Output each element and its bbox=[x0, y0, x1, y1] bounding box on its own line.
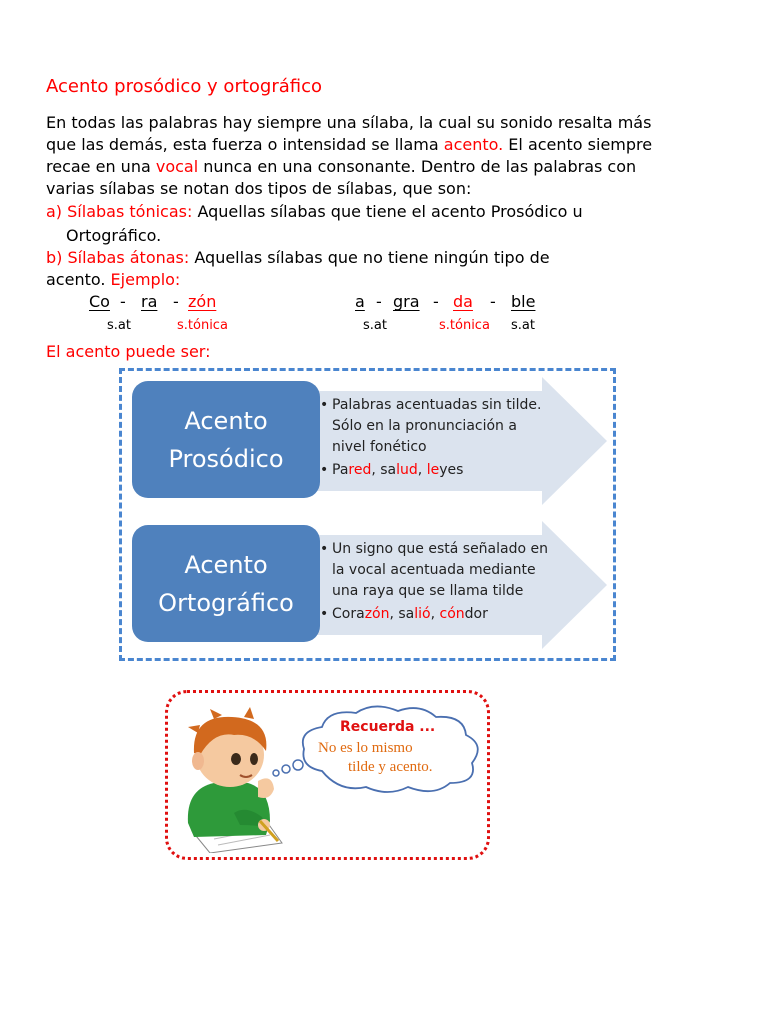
box-title-line: Acento bbox=[184, 406, 268, 435]
syllable: a bbox=[355, 292, 365, 311]
syllable-label: s.at bbox=[511, 318, 535, 333]
intro-line: que las demás, esta fuerza o intensidad se llama acento. El acento siempre bbox=[46, 135, 653, 154]
atonas-definition: b) Sílabas átonas: Aquellas sílabas que no tiene ningún tipo de bbox=[46, 248, 550, 267]
section-heading: El acento puede ser: bbox=[46, 342, 211, 361]
ortografico-bullets bbox=[320, 539, 550, 625]
intro-line: varias sílabas se notan dos tipos de sílabas, que son: bbox=[46, 179, 472, 198]
intro-line: En todas las palabras hay siempre una sílaba, la cual su sonido resalta más bbox=[46, 113, 652, 132]
recuerda-label: Recuerda ... bbox=[340, 719, 436, 735]
note-line: tilde y acento. bbox=[348, 759, 433, 775]
syllable-separator: - bbox=[120, 292, 126, 311]
page-title: Acento prosódico y ortográfico bbox=[46, 76, 323, 97]
prosodico-box bbox=[132, 381, 320, 498]
syllable-separator: - bbox=[490, 292, 496, 311]
atonas-continuation: acento. Ejemplo: bbox=[46, 270, 181, 289]
syllable: Co bbox=[89, 292, 110, 311]
syllable: gra bbox=[393, 292, 420, 311]
syllable-tonic: zón bbox=[188, 292, 217, 311]
boy-writing-illustration bbox=[174, 703, 304, 853]
syllable: ra bbox=[141, 292, 158, 311]
syllable-label: s.tónica bbox=[439, 318, 490, 333]
bullet-item: • Palabras acentuadas sin tilde. Sólo en la pronunciación a nivel fonético bbox=[320, 395, 550, 458]
syllable-label: s.tónica bbox=[177, 318, 228, 333]
tonicas-definition: a) Sílabas tónicas: Aquellas sílabas que tiene el acento Prosódico u bbox=[46, 202, 583, 221]
tonicas-continuation: Ortográfico. bbox=[66, 226, 162, 245]
syllable-separator: - bbox=[173, 292, 179, 311]
list-marker: b) bbox=[46, 248, 63, 267]
box-title-line: Prosódico bbox=[168, 444, 284, 473]
bullet-item: • Corazón, salió, cóndor bbox=[320, 604, 550, 625]
syllable-separator: - bbox=[376, 292, 382, 311]
accent-types-diagram bbox=[119, 368, 616, 661]
note-line: No es lo mismo bbox=[318, 740, 413, 756]
ejemplo-label: Ejemplo: bbox=[110, 270, 181, 289]
intro-line: recae en una vocal nunca en una consonante. Dentro de las palabras con bbox=[46, 157, 637, 176]
box-title-line: Acento bbox=[184, 550, 268, 579]
term-label: Sílabas tónicas: bbox=[67, 202, 193, 221]
box-title-line: Ortográfico bbox=[158, 588, 294, 617]
syllable-tonic: da bbox=[453, 292, 473, 311]
syllable-separator: - bbox=[433, 292, 439, 311]
highlight-acento: acento. bbox=[443, 135, 504, 154]
syllable-label: s.at bbox=[107, 318, 131, 333]
bullet-item: • Pared, salud, leyes bbox=[320, 460, 550, 481]
reminder-box bbox=[165, 690, 490, 860]
highlight-vocal: vocal bbox=[155, 157, 199, 176]
intro-paragraph bbox=[46, 112, 736, 200]
prosodico-bullets bbox=[320, 395, 550, 481]
syllable-label: s.at bbox=[363, 318, 387, 333]
bullet-item: • Un signo que está señalado en la vocal acentuada mediante una raya que se llama tilde bbox=[320, 539, 550, 602]
list-marker: a) bbox=[46, 202, 63, 221]
syllable: ble bbox=[511, 292, 536, 311]
ortografico-box bbox=[132, 525, 320, 642]
term-label: Sílabas átonas: bbox=[67, 248, 190, 267]
